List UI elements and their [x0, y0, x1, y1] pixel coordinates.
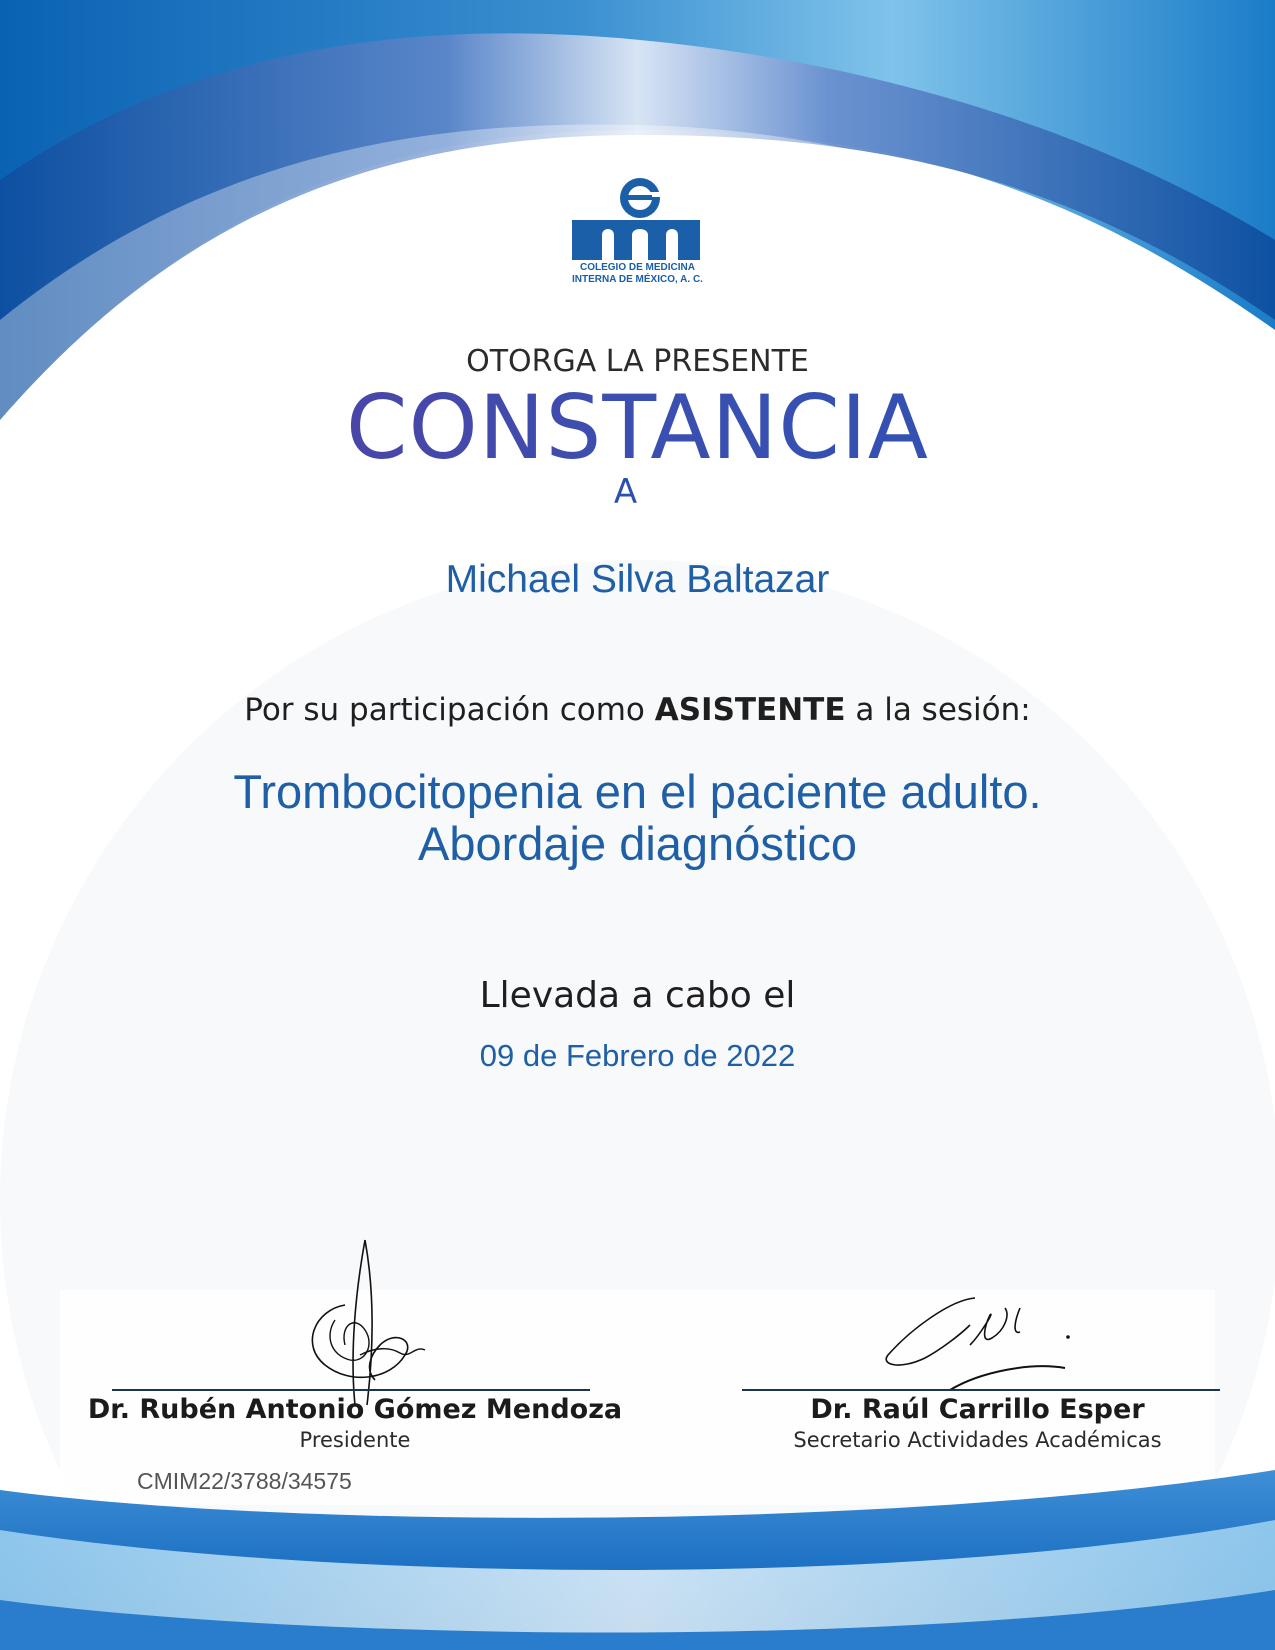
- signature-president: [295, 1235, 435, 1410]
- signature-secretary: [880, 1290, 1080, 1390]
- participation-prefix: Por su participación como: [244, 692, 655, 728]
- signature-line-secretary: [742, 1389, 1220, 1391]
- recipient-name: Michael Silva Baltazar: [445, 558, 830, 601]
- institution-name-line2: INTERNA DE MÉXICO, A. C.: [572, 274, 703, 285]
- signature-line-president: [112, 1389, 590, 1391]
- participation-text: [0, 692, 1275, 728]
- held-text: Llevada a cabo el: [479, 975, 796, 1016]
- signatory-name-president: Dr. Rubén Antonio Gómez Mendoza: [87, 1394, 623, 1425]
- signatory-role-secretary: Secretario Actividades Académicas: [793, 1428, 1162, 1452]
- session-title-line2: Abordaje diagnóstico: [418, 817, 857, 870]
- institution-name-line1: COLEGIO DE MEDICINA: [579, 262, 695, 273]
- institution-name: [545, 262, 730, 286]
- grant-text: OTORGA LA PRESENTE: [466, 344, 809, 379]
- to-text: A: [613, 472, 638, 512]
- participation-suffix: a la sesión:: [845, 692, 1031, 728]
- session-title: [0, 766, 1275, 870]
- signatory-name-secretary: Dr. Raúl Carrillo Esper: [810, 1394, 1145, 1425]
- certificate-folio: CMIM22/3788/34575: [137, 1468, 352, 1494]
- event-date: 09 de Febrero de 2022: [479, 1038, 796, 1073]
- session-title-line1: Trombocitopenia en el paciente adulto.: [233, 765, 1042, 818]
- signatory-role-president: Presidente: [299, 1428, 411, 1452]
- participation-role: ASISTENTE: [654, 692, 846, 728]
- certificate-title: CONSTANCIA: [0, 380, 1275, 476]
